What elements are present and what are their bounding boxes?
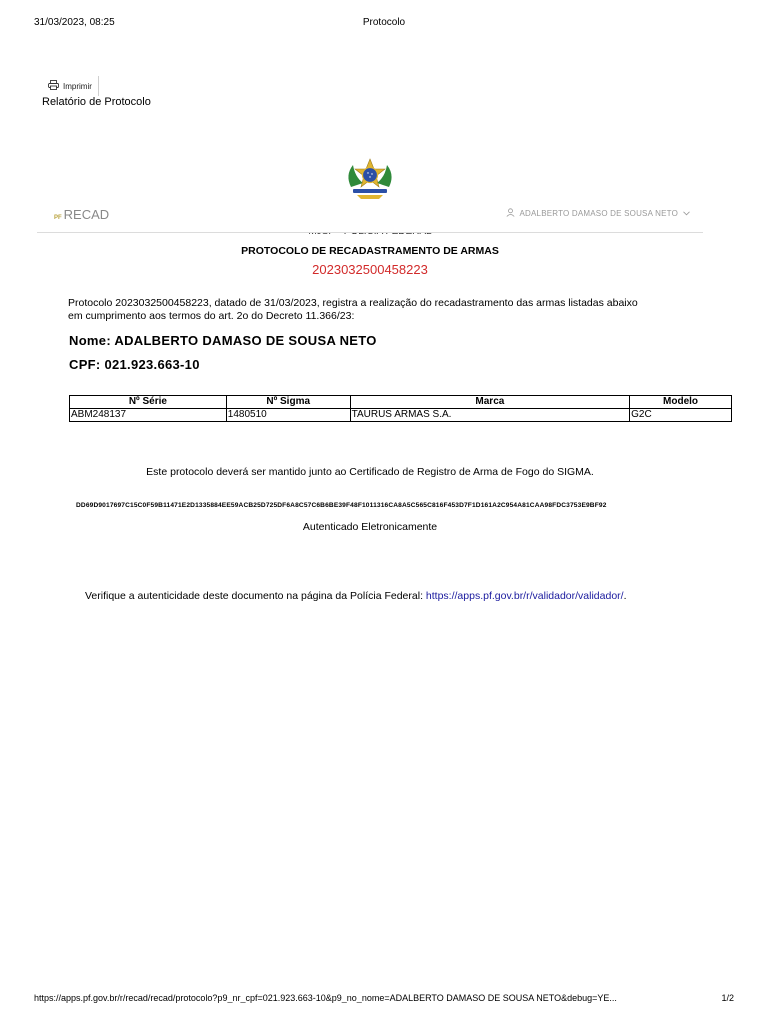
- table-header-row: [70, 396, 732, 409]
- user-menu[interactable]: [506, 208, 691, 219]
- printer-icon: [48, 80, 59, 92]
- validator-link[interactable]: https://apps.pf.gov.br/r/validador/validador/: [425, 590, 624, 602]
- weapons-table: [69, 395, 732, 422]
- col-header-sigma: Nº Sigma: [226, 396, 350, 409]
- print-datetime: 31/03/2023, 08:25: [34, 17, 115, 28]
- cell-marca: TAURUS ARMAS S.A.: [350, 409, 630, 422]
- print-page-number: 1/2: [721, 993, 734, 1003]
- authenticated-label: Autenticado Eletronicamente: [302, 521, 438, 533]
- cell-modelo: G2C: [630, 409, 732, 422]
- holder-cpf: CPF: 021.923.663-10: [69, 357, 200, 372]
- col-header-serie: Nº Série: [70, 396, 227, 409]
- print-page-title: Protocolo: [362, 17, 406, 28]
- document-title: PROTOCOLO DE RECADASTRAMENTO DE ARMAS: [241, 245, 499, 257]
- nav-divider: [37, 232, 703, 233]
- intro-line-1: Protocolo 2023032500458223, datado de 31/03/2023, registra a realização do recadastramento das armas listadas abaixo: [68, 297, 638, 309]
- pf-mark: PF: [54, 215, 62, 221]
- verify-text: Verifique a autenticidade deste documento na página da Polícia Federal:: [85, 590, 426, 602]
- verify-end: .: [623, 590, 627, 602]
- col-header-modelo: Modelo: [630, 396, 732, 409]
- print-button-label: Imprimir: [63, 81, 92, 91]
- cell-sigma: 1480510: [226, 409, 350, 422]
- app-name: RECAD: [63, 207, 110, 222]
- col-header-marca: Marca: [350, 396, 630, 409]
- authentication-hash: DD69D9017697C15C0F59B11471E2D1335884EE59ACB25D725DF6A8C57C6B6BE39F48F1011316CA8A5C565C816F453D7F1D161A2C954A81CAA98FDC3753E9BF92: [76, 502, 607, 509]
- print-footer-url: https://apps.pf.gov.br/r/recad/recad/protocolo?p9_nr_cpf=021.923.663-10&p9_no_nome=ADALBERTO DAMASO DE SOUSA NETO&debug=YE...: [34, 993, 617, 1003]
- user-name: ADALBERTO DAMASO DE SOUSA NETO: [519, 209, 678, 218]
- coat-of-arms-icon: [343, 157, 397, 201]
- recad-logo[interactable]: [54, 207, 109, 222]
- report-title: Relatório de Protocolo: [42, 96, 151, 108]
- verify-line: [85, 590, 627, 602]
- intro-paragraph: [68, 297, 708, 322]
- chevron-down-icon: [683, 209, 690, 218]
- table-row: [70, 409, 732, 422]
- intro-line-2: em cumprimento aos termos do art. 2o do Decreto 11.366/23:: [68, 309, 355, 322]
- user-icon: [506, 208, 515, 219]
- retention-notice: Este protocolo deverá ser mantido junto ao Certificado de Registro de Arma de Fogo do SIGMA.: [146, 466, 594, 478]
- holder-name: Nome: ADALBERTO DAMASO DE SOUSA NETO: [69, 333, 377, 348]
- protocol-number: 2023032500458223: [312, 262, 428, 277]
- cell-serie: ABM248137: [70, 409, 227, 422]
- print-button[interactable]: [40, 76, 99, 96]
